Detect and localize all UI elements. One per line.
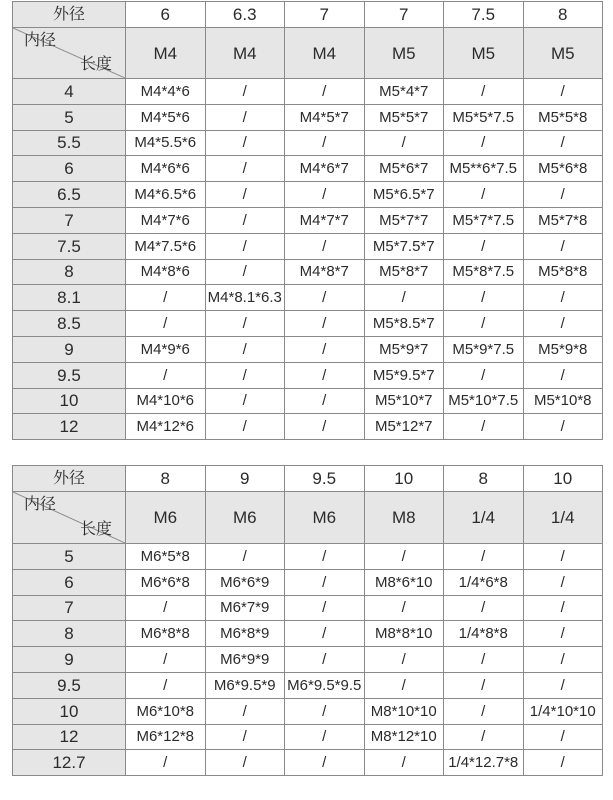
spec-cell: M5*10*7 xyxy=(365,389,445,415)
spec-cell: / xyxy=(285,725,365,751)
spec-cell: / xyxy=(206,750,286,776)
spec-cell: M4*6.5*6 xyxy=(126,182,206,208)
spec-cell: / xyxy=(126,750,206,776)
thread-size: M4 xyxy=(126,28,206,79)
spec-cell: 1/4*12.7*8 xyxy=(444,750,524,776)
spec-cell: / xyxy=(444,544,524,570)
spec-cell: / xyxy=(444,673,524,699)
length-value: 9 xyxy=(13,337,126,363)
spec-cell: M4*7*6 xyxy=(126,208,206,234)
thread-size: M5 xyxy=(524,28,604,79)
spec-cell: M5*5*8 xyxy=(524,105,604,131)
thread-size: M4 xyxy=(285,28,365,79)
spec-cell: M6*9.5*9.5 xyxy=(285,673,365,699)
spec-cell: M5*8*7 xyxy=(365,260,445,286)
spec-cell: M4*8.1*6.3 xyxy=(206,285,286,311)
length-value: 9 xyxy=(13,647,126,673)
spec-cell: / xyxy=(524,570,604,596)
spec-cell: / xyxy=(126,311,206,337)
spec-cell: M5*5*7.5 xyxy=(444,105,524,131)
outer-diameter-label: 外径 xyxy=(13,2,126,28)
spec-cell: M4*5*7 xyxy=(285,105,365,131)
spec-cell: M5*7*7.5 xyxy=(444,208,524,234)
spec-cell: / xyxy=(524,596,604,622)
spec-cell: / xyxy=(126,285,206,311)
thread-size: M5 xyxy=(444,28,524,79)
spec-cell: / xyxy=(285,699,365,725)
thread-size: 1/4 xyxy=(444,492,524,544)
thread-size: M6 xyxy=(126,492,206,544)
spec-cell: / xyxy=(285,389,365,415)
spec-cell: / xyxy=(206,131,286,157)
spec-cell: M5*8*8 xyxy=(524,260,604,286)
outer-diameter-value: 7.5 xyxy=(444,2,524,28)
spec-cell: M8*10*10 xyxy=(365,699,445,725)
spec-cell: M5*4*7 xyxy=(365,79,445,105)
spec-cell: M6*9.5*9 xyxy=(206,673,286,699)
inner-length-header-cell xyxy=(13,492,126,544)
length-value: 6.5 xyxy=(13,182,126,208)
spec-cell: / xyxy=(444,311,524,337)
length-value: 9.5 xyxy=(13,673,126,699)
spec-cell: M4*9*6 xyxy=(126,337,206,363)
spec-table-m6-m8-quarter-inch xyxy=(12,465,603,776)
outer-diameter-value: 9.5 xyxy=(285,466,365,492)
spec-cell: / xyxy=(206,260,286,286)
spec-cell: / xyxy=(285,414,365,440)
spec-cell: / xyxy=(206,414,286,440)
spec-cell: / xyxy=(444,414,524,440)
spec-cell: M4*6*7 xyxy=(285,156,365,182)
spec-cell: M6*8*9 xyxy=(206,621,286,647)
outer-diameter-value: 6 xyxy=(126,2,206,28)
spec-cell: / xyxy=(524,285,604,311)
spec-cell: / xyxy=(206,389,286,415)
spec-cell: M5*9.5*7 xyxy=(365,363,445,389)
thread-size: M5 xyxy=(365,28,445,79)
spec-cell: / xyxy=(524,544,604,570)
length-value: 12 xyxy=(13,414,126,440)
outer-diameter-value: 6.3 xyxy=(206,2,286,28)
spec-cell: / xyxy=(365,647,445,673)
spec-cell: / xyxy=(524,414,604,440)
spec-cell: M6*6*8 xyxy=(126,570,206,596)
spec-cell: / xyxy=(206,156,286,182)
thread-size: M6 xyxy=(206,492,286,544)
spec-cell: M6*12*8 xyxy=(126,725,206,751)
spec-cell: M4*10*6 xyxy=(126,389,206,415)
inner-diameter-label: 内径 xyxy=(24,32,57,49)
spec-cell: / xyxy=(524,673,604,699)
spec-cell: M6*10*8 xyxy=(126,699,206,725)
outer-diameter-value: 9 xyxy=(206,466,286,492)
length-value: 12.7 xyxy=(13,750,126,776)
spec-cell: / xyxy=(365,596,445,622)
spec-cell: / xyxy=(126,363,206,389)
spec-cell: 1/4*8*8 xyxy=(444,621,524,647)
spec-cell: / xyxy=(285,544,365,570)
spec-cell: / xyxy=(206,337,286,363)
spec-cell: M5*6*7 xyxy=(365,156,445,182)
length-header-label: 长度 xyxy=(79,56,112,73)
spec-cell: M5*9*8 xyxy=(524,337,604,363)
spec-cell: / xyxy=(206,234,286,260)
spec-cell: / xyxy=(524,647,604,673)
spec-cell: M8*8*10 xyxy=(365,621,445,647)
spec-cell: / xyxy=(524,234,604,260)
spec-cell: / xyxy=(206,544,286,570)
spec-cell: M4*6*6 xyxy=(126,156,206,182)
spec-cell: / xyxy=(126,673,206,699)
length-value: 5 xyxy=(13,544,126,570)
length-value: 5.5 xyxy=(13,131,126,157)
spec-cell: M5*10*7.5 xyxy=(444,389,524,415)
spec-cell: M5*6.5*7 xyxy=(365,182,445,208)
spec-cell: / xyxy=(285,363,365,389)
spec-cell: / xyxy=(206,208,286,234)
spec-cell: / xyxy=(206,79,286,105)
spec-cell: M4*7.5*6 xyxy=(126,234,206,260)
spec-cell: M5*7*8 xyxy=(524,208,604,234)
spec-cell: / xyxy=(444,182,524,208)
thread-size: M6 xyxy=(285,492,365,544)
spec-cell: / xyxy=(285,570,365,596)
spec-cell: / xyxy=(365,131,445,157)
outer-diameter-value: 8 xyxy=(126,466,206,492)
spec-cell: / xyxy=(524,182,604,208)
length-value: 8.1 xyxy=(13,285,126,311)
length-value: 8.5 xyxy=(13,311,126,337)
spec-cell: / xyxy=(206,725,286,751)
spec-cell: M6*8*8 xyxy=(126,621,206,647)
spec-cell: M6*7*9 xyxy=(206,596,286,622)
spec-cell: / xyxy=(365,750,445,776)
spec-cell: / xyxy=(206,105,286,131)
spec-cell: / xyxy=(206,363,286,389)
outer-diameter-value: 8 xyxy=(444,466,524,492)
spec-cell: / xyxy=(285,337,365,363)
spec-cell: / xyxy=(444,596,524,622)
length-value: 8 xyxy=(13,621,126,647)
spec-cell: / xyxy=(524,750,604,776)
outer-diameter-value: 8 xyxy=(524,2,604,28)
spec-cell: 1/4*6*8 xyxy=(444,570,524,596)
spec-cell: / xyxy=(206,311,286,337)
spec-cell: / xyxy=(285,750,365,776)
spec-cell: / xyxy=(365,673,445,699)
spec-cell: / xyxy=(524,131,604,157)
spec-cell: / xyxy=(285,596,365,622)
length-value: 7 xyxy=(13,596,126,622)
spec-cell: M8*6*10 xyxy=(365,570,445,596)
spec-cell: M5*10*8 xyxy=(524,389,604,415)
inner-diameter-label: 内径 xyxy=(24,496,57,513)
spec-cell: / xyxy=(126,647,206,673)
spec-cell: / xyxy=(524,621,604,647)
outer-diameter-value: 10 xyxy=(365,466,445,492)
spec-cell: M4*4*6 xyxy=(126,79,206,105)
spec-cell: M5*5*7 xyxy=(365,105,445,131)
inner-length-header-cell xyxy=(13,28,126,79)
thread-size: 1/4 xyxy=(524,492,604,544)
length-value: 6 xyxy=(13,156,126,182)
spec-cell: M5*9*7.5 xyxy=(444,337,524,363)
spec-cell: / xyxy=(206,699,286,725)
spec-cell: / xyxy=(444,363,524,389)
length-value: 5 xyxy=(13,105,126,131)
spec-cell: / xyxy=(285,79,365,105)
spec-cell: M4*8*6 xyxy=(126,260,206,286)
length-value: 10 xyxy=(13,389,126,415)
spec-cell: M5**6*7.5 xyxy=(444,156,524,182)
spec-cell: 1/4*10*10 xyxy=(524,699,604,725)
spec-cell: / xyxy=(285,131,365,157)
outer-diameter-label: 外径 xyxy=(13,466,126,492)
spec-cell: M5*7.5*7 xyxy=(365,234,445,260)
spec-cell: M4*8*7 xyxy=(285,260,365,286)
outer-diameter-value: 10 xyxy=(524,466,604,492)
spec-cell: / xyxy=(285,182,365,208)
spec-cell: M6*5*8 xyxy=(126,544,206,570)
length-value: 12 xyxy=(13,725,126,751)
spec-cell: / xyxy=(365,544,445,570)
spec-cell: M5*12*7 xyxy=(365,414,445,440)
length-value: 9.5 xyxy=(13,363,126,389)
spec-cell: / xyxy=(285,621,365,647)
spec-cell: M5*9*7 xyxy=(365,337,445,363)
spec-cell: M6*9*9 xyxy=(206,647,286,673)
spec-cell: / xyxy=(444,647,524,673)
thread-size: M4 xyxy=(206,28,286,79)
spec-cell: / xyxy=(524,311,604,337)
spec-cell: / xyxy=(285,647,365,673)
spec-cell: / xyxy=(444,285,524,311)
spec-cell: / xyxy=(444,79,524,105)
length-value: 6 xyxy=(13,570,126,596)
length-value: 7 xyxy=(13,208,126,234)
outer-diameter-value: 7 xyxy=(365,2,445,28)
spec-cell: M5*8*7.5 xyxy=(444,260,524,286)
spec-cell: M4*5*6 xyxy=(126,105,206,131)
length-header-label: 长度 xyxy=(79,521,112,538)
spec-table-m4-m5 xyxy=(12,1,603,440)
spec-cell: / xyxy=(206,182,286,208)
spec-cell: / xyxy=(365,285,445,311)
length-value: 4 xyxy=(13,79,126,105)
spec-cell: / xyxy=(444,725,524,751)
spec-cell: / xyxy=(524,79,604,105)
length-value: 8 xyxy=(13,260,126,286)
spec-cell: M8*12*10 xyxy=(365,725,445,751)
spec-cell: M4*12*6 xyxy=(126,414,206,440)
spec-cell: / xyxy=(285,311,365,337)
length-value: 10 xyxy=(13,699,126,725)
spec-cell: / xyxy=(126,596,206,622)
length-value: 7.5 xyxy=(13,234,126,260)
thread-size: M8 xyxy=(365,492,445,544)
outer-diameter-value: 7 xyxy=(285,2,365,28)
spec-cell: / xyxy=(285,285,365,311)
spec-cell: M4*5.5*6 xyxy=(126,131,206,157)
spec-cell: / xyxy=(524,363,604,389)
spec-cell: / xyxy=(524,725,604,751)
spec-cell: / xyxy=(444,699,524,725)
spec-cell: / xyxy=(285,234,365,260)
spec-cell: M6*6*9 xyxy=(206,570,286,596)
spec-cell: / xyxy=(444,234,524,260)
spec-cell: M5*6*8 xyxy=(524,156,604,182)
spec-cell: / xyxy=(444,131,524,157)
spec-cell: M5*7*7 xyxy=(365,208,445,234)
spec-cell: M5*8.5*7 xyxy=(365,311,445,337)
spec-cell: M4*7*7 xyxy=(285,208,365,234)
